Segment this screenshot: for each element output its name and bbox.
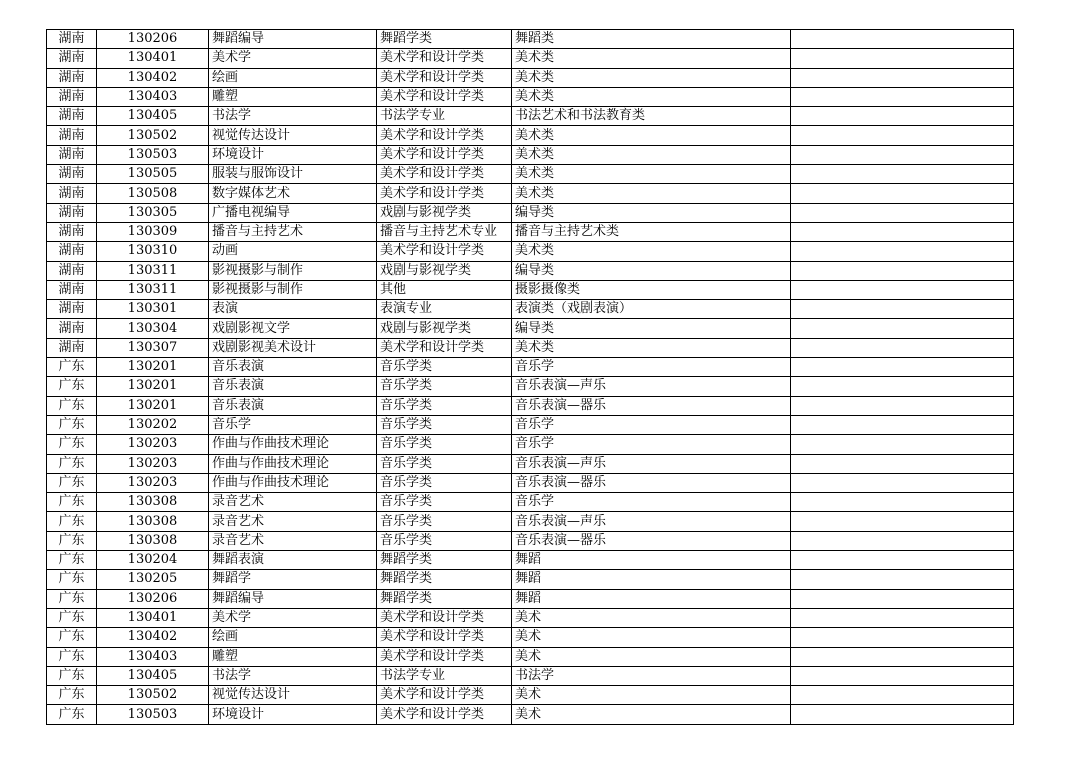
code-cell: 130401	[97, 608, 209, 627]
table-row	[47, 145, 1014, 164]
category-cell: 舞蹈学类	[377, 551, 512, 570]
blank-cell	[791, 300, 1014, 319]
blank-cell	[791, 415, 1014, 434]
table-row	[47, 628, 1014, 647]
table-row	[47, 242, 1014, 261]
blank-cell	[791, 473, 1014, 492]
category-cell: 音乐学类	[377, 396, 512, 415]
table-row	[47, 280, 1014, 299]
exam-type-cell: 美术类	[512, 165, 791, 184]
exam-type-cell: 舞蹈类	[512, 30, 791, 49]
major-cell: 录音艺术	[209, 531, 377, 550]
exam-type-cell: 音乐学	[512, 358, 791, 377]
table-row	[47, 589, 1014, 608]
blank-cell	[791, 570, 1014, 589]
major-cell: 作曲与作曲技术理论	[209, 473, 377, 492]
category-cell: 音乐学类	[377, 358, 512, 377]
major-cell: 录音艺术	[209, 512, 377, 531]
blank-cell	[791, 435, 1014, 454]
province-cell: 广东	[47, 493, 97, 512]
province-cell: 湖南	[47, 126, 97, 145]
code-cell: 130304	[97, 319, 209, 338]
table-row	[47, 666, 1014, 685]
code-cell: 130203	[97, 454, 209, 473]
blank-cell	[791, 686, 1014, 705]
major-cell: 作曲与作曲技术理论	[209, 435, 377, 454]
code-cell: 130308	[97, 531, 209, 550]
code-cell: 130201	[97, 377, 209, 396]
province-cell: 湖南	[47, 242, 97, 261]
code-cell: 130503	[97, 145, 209, 164]
code-cell: 130309	[97, 222, 209, 241]
code-cell: 130401	[97, 49, 209, 68]
table-row	[47, 454, 1014, 473]
province-cell: 广东	[47, 377, 97, 396]
major-cell: 视觉传达设计	[209, 126, 377, 145]
major-cell: 音乐表演	[209, 358, 377, 377]
category-cell: 音乐学类	[377, 493, 512, 512]
blank-cell	[791, 338, 1014, 357]
code-cell: 130301	[97, 300, 209, 319]
blank-cell	[791, 705, 1014, 724]
exam-type-cell: 舞蹈	[512, 589, 791, 608]
category-cell: 美术学和设计学类	[377, 686, 512, 705]
table-row	[47, 415, 1014, 434]
blank-cell	[791, 261, 1014, 280]
province-cell: 湖南	[47, 30, 97, 49]
table-row	[47, 126, 1014, 145]
exam-type-cell: 音乐学	[512, 435, 791, 454]
category-cell: 美术学和设计学类	[377, 628, 512, 647]
code-cell: 130204	[97, 551, 209, 570]
exam-type-cell: 书法艺术和书法教育类	[512, 107, 791, 126]
exam-type-cell: 播音与主持艺术类	[512, 222, 791, 241]
province-cell: 湖南	[47, 222, 97, 241]
exam-type-cell: 美术类	[512, 49, 791, 68]
code-cell: 130405	[97, 107, 209, 126]
table-row	[47, 686, 1014, 705]
table-row	[47, 319, 1014, 338]
exam-type-cell: 美术	[512, 647, 791, 666]
province-cell: 广东	[47, 512, 97, 531]
table-row	[47, 68, 1014, 87]
category-cell: 音乐学类	[377, 473, 512, 492]
exam-type-cell: 编导类	[512, 319, 791, 338]
category-cell: 戏剧与影视学类	[377, 261, 512, 280]
table-row	[47, 570, 1014, 589]
exam-type-cell: 表演类（戏剧表演）	[512, 300, 791, 319]
exam-type-cell: 音乐学	[512, 415, 791, 434]
category-cell: 音乐学类	[377, 435, 512, 454]
code-cell: 130201	[97, 358, 209, 377]
exam-type-cell: 音乐表演—声乐	[512, 377, 791, 396]
major-cell: 音乐表演	[209, 396, 377, 415]
exam-type-cell: 编导类	[512, 203, 791, 222]
province-cell: 广东	[47, 647, 97, 666]
category-cell: 戏剧与影视学类	[377, 203, 512, 222]
blank-cell	[791, 551, 1014, 570]
blank-cell	[791, 68, 1014, 87]
province-cell: 湖南	[47, 261, 97, 280]
major-cell: 音乐表演	[209, 377, 377, 396]
category-cell: 书法学专业	[377, 107, 512, 126]
blank-cell	[791, 531, 1014, 550]
province-cell: 广东	[47, 415, 97, 434]
province-cell: 湖南	[47, 280, 97, 299]
code-cell: 130505	[97, 165, 209, 184]
category-cell: 音乐学类	[377, 531, 512, 550]
table-row	[47, 647, 1014, 666]
category-cell: 美术学和设计学类	[377, 49, 512, 68]
exam-type-cell: 美术	[512, 705, 791, 724]
blank-cell	[791, 280, 1014, 299]
exam-type-cell: 美术类	[512, 145, 791, 164]
province-cell: 广东	[47, 666, 97, 685]
major-cell: 数字媒体艺术	[209, 184, 377, 203]
exam-type-cell: 音乐表演—器乐	[512, 396, 791, 415]
category-cell: 舞蹈学类	[377, 589, 512, 608]
category-cell: 美术学和设计学类	[377, 87, 512, 106]
table-row	[47, 222, 1014, 241]
exam-type-cell: 摄影摄像类	[512, 280, 791, 299]
province-cell: 湖南	[47, 300, 97, 319]
major-cell: 视觉传达设计	[209, 686, 377, 705]
code-cell: 130203	[97, 473, 209, 492]
major-cell: 舞蹈编导	[209, 589, 377, 608]
exam-type-cell: 书法学	[512, 666, 791, 685]
province-cell: 广东	[47, 608, 97, 627]
exam-type-cell: 美术类	[512, 242, 791, 261]
blank-cell	[791, 49, 1014, 68]
exam-type-cell: 美术类	[512, 338, 791, 357]
blank-cell	[791, 30, 1014, 49]
table-row	[47, 300, 1014, 319]
blank-cell	[791, 666, 1014, 685]
province-cell: 湖南	[47, 319, 97, 338]
province-cell: 广东	[47, 396, 97, 415]
province-cell: 湖南	[47, 49, 97, 68]
table-row	[47, 512, 1014, 531]
major-cell: 服装与服饰设计	[209, 165, 377, 184]
table-row	[47, 203, 1014, 222]
major-cell: 雕塑	[209, 87, 377, 106]
major-cell: 舞蹈表演	[209, 551, 377, 570]
exam-type-cell: 美术类	[512, 126, 791, 145]
province-cell: 广东	[47, 628, 97, 647]
code-cell: 130206	[97, 30, 209, 49]
blank-cell	[791, 396, 1014, 415]
category-cell: 美术学和设计学类	[377, 242, 512, 261]
major-cell: 影视摄影与制作	[209, 261, 377, 280]
table-row	[47, 435, 1014, 454]
table-row	[47, 473, 1014, 492]
major-cell: 广播电视编导	[209, 203, 377, 222]
major-cell: 表演	[209, 300, 377, 319]
exam-type-cell: 美术类	[512, 184, 791, 203]
major-cell: 书法学	[209, 107, 377, 126]
blank-cell	[791, 628, 1014, 647]
code-cell: 130310	[97, 242, 209, 261]
exam-type-cell: 舞蹈	[512, 551, 791, 570]
table-row	[47, 396, 1014, 415]
data-table	[46, 29, 1014, 725]
exam-type-cell: 美术	[512, 608, 791, 627]
major-cell: 环境设计	[209, 145, 377, 164]
category-cell: 美术学和设计学类	[377, 338, 512, 357]
major-cell: 绘画	[209, 628, 377, 647]
category-cell: 美术学和设计学类	[377, 126, 512, 145]
blank-cell	[791, 242, 1014, 261]
province-cell: 广东	[47, 454, 97, 473]
exam-type-cell: 舞蹈	[512, 570, 791, 589]
province-cell: 湖南	[47, 203, 97, 222]
major-cell: 环境设计	[209, 705, 377, 724]
category-cell: 音乐学类	[377, 454, 512, 473]
major-cell: 舞蹈编导	[209, 30, 377, 49]
province-cell: 湖南	[47, 145, 97, 164]
table-row	[47, 531, 1014, 550]
table-row	[47, 338, 1014, 357]
code-cell: 130203	[97, 435, 209, 454]
province-cell: 广东	[47, 435, 97, 454]
blank-cell	[791, 145, 1014, 164]
table-body	[47, 30, 1014, 725]
major-cell: 影视摄影与制作	[209, 280, 377, 299]
code-cell: 130405	[97, 666, 209, 685]
exam-type-cell: 编导类	[512, 261, 791, 280]
major-cell: 绘画	[209, 68, 377, 87]
province-cell: 广东	[47, 358, 97, 377]
category-cell: 舞蹈学类	[377, 570, 512, 589]
category-cell: 美术学和设计学类	[377, 165, 512, 184]
code-cell: 130305	[97, 203, 209, 222]
table-row	[47, 608, 1014, 627]
exam-type-cell: 音乐表演—声乐	[512, 454, 791, 473]
table-row	[47, 551, 1014, 570]
blank-cell	[791, 184, 1014, 203]
category-cell: 美术学和设计学类	[377, 184, 512, 203]
table-row	[47, 49, 1014, 68]
major-cell: 音乐学	[209, 415, 377, 434]
code-cell: 130206	[97, 589, 209, 608]
category-cell: 音乐学类	[377, 415, 512, 434]
blank-cell	[791, 358, 1014, 377]
category-cell: 音乐学类	[377, 512, 512, 531]
blank-cell	[791, 377, 1014, 396]
code-cell: 130307	[97, 338, 209, 357]
table-row	[47, 705, 1014, 724]
major-cell: 动画	[209, 242, 377, 261]
major-cell: 舞蹈学	[209, 570, 377, 589]
province-cell: 湖南	[47, 184, 97, 203]
province-cell: 湖南	[47, 68, 97, 87]
major-cell: 作曲与作曲技术理论	[209, 454, 377, 473]
exam-type-cell: 美术	[512, 628, 791, 647]
exam-type-cell: 音乐表演—器乐	[512, 531, 791, 550]
exam-type-cell: 音乐表演—声乐	[512, 512, 791, 531]
table-row	[47, 165, 1014, 184]
major-cell: 录音艺术	[209, 493, 377, 512]
blank-cell	[791, 107, 1014, 126]
province-cell: 广东	[47, 686, 97, 705]
major-cell: 美术学	[209, 49, 377, 68]
code-cell: 130402	[97, 68, 209, 87]
code-cell: 130502	[97, 686, 209, 705]
code-cell: 130205	[97, 570, 209, 589]
category-cell: 美术学和设计学类	[377, 647, 512, 666]
table-row	[47, 377, 1014, 396]
code-cell: 130403	[97, 87, 209, 106]
blank-cell	[791, 608, 1014, 627]
blank-cell	[791, 165, 1014, 184]
blank-cell	[791, 87, 1014, 106]
code-cell: 130308	[97, 512, 209, 531]
category-cell: 美术学和设计学类	[377, 608, 512, 627]
blank-cell	[791, 203, 1014, 222]
blank-cell	[791, 319, 1014, 338]
code-cell: 130403	[97, 647, 209, 666]
province-cell: 湖南	[47, 87, 97, 106]
province-cell: 湖南	[47, 165, 97, 184]
code-cell: 130502	[97, 126, 209, 145]
exam-type-cell: 美术	[512, 686, 791, 705]
exam-type-cell: 美术类	[512, 68, 791, 87]
major-cell: 书法学	[209, 666, 377, 685]
exam-type-cell: 美术类	[512, 87, 791, 106]
code-cell: 130202	[97, 415, 209, 434]
blank-cell	[791, 589, 1014, 608]
category-cell: 书法学专业	[377, 666, 512, 685]
table-row	[47, 261, 1014, 280]
category-cell: 舞蹈学类	[377, 30, 512, 49]
category-cell: 戏剧与影视学类	[377, 319, 512, 338]
category-cell: 美术学和设计学类	[377, 705, 512, 724]
blank-cell	[791, 126, 1014, 145]
province-cell: 广东	[47, 570, 97, 589]
table-row	[47, 107, 1014, 126]
code-cell: 130311	[97, 261, 209, 280]
table-row	[47, 30, 1014, 49]
province-cell: 广东	[47, 551, 97, 570]
blank-cell	[791, 222, 1014, 241]
table-row	[47, 358, 1014, 377]
table-row	[47, 87, 1014, 106]
table-row	[47, 184, 1014, 203]
major-cell: 戏剧影视文学	[209, 319, 377, 338]
code-cell: 130311	[97, 280, 209, 299]
major-cell: 戏剧影视美术设计	[209, 338, 377, 357]
major-cell: 美术学	[209, 608, 377, 627]
blank-cell	[791, 647, 1014, 666]
code-cell: 130508	[97, 184, 209, 203]
blank-cell	[791, 493, 1014, 512]
code-cell: 130308	[97, 493, 209, 512]
exam-type-cell: 音乐表演—器乐	[512, 473, 791, 492]
blank-cell	[791, 512, 1014, 531]
major-cell: 雕塑	[209, 647, 377, 666]
code-cell: 130201	[97, 396, 209, 415]
province-cell: 广东	[47, 589, 97, 608]
code-cell: 130503	[97, 705, 209, 724]
code-cell: 130402	[97, 628, 209, 647]
category-cell: 美术学和设计学类	[377, 68, 512, 87]
province-cell: 广东	[47, 705, 97, 724]
province-cell: 湖南	[47, 107, 97, 126]
province-cell: 广东	[47, 531, 97, 550]
table-row	[47, 493, 1014, 512]
province-cell: 湖南	[47, 338, 97, 357]
category-cell: 表演专业	[377, 300, 512, 319]
category-cell: 美术学和设计学类	[377, 145, 512, 164]
category-cell: 其他	[377, 280, 512, 299]
blank-cell	[791, 454, 1014, 473]
exam-type-cell: 音乐学	[512, 493, 791, 512]
major-cell: 播音与主持艺术	[209, 222, 377, 241]
province-cell: 广东	[47, 473, 97, 492]
category-cell: 播音与主持艺术专业	[377, 222, 512, 241]
category-cell: 音乐学类	[377, 377, 512, 396]
